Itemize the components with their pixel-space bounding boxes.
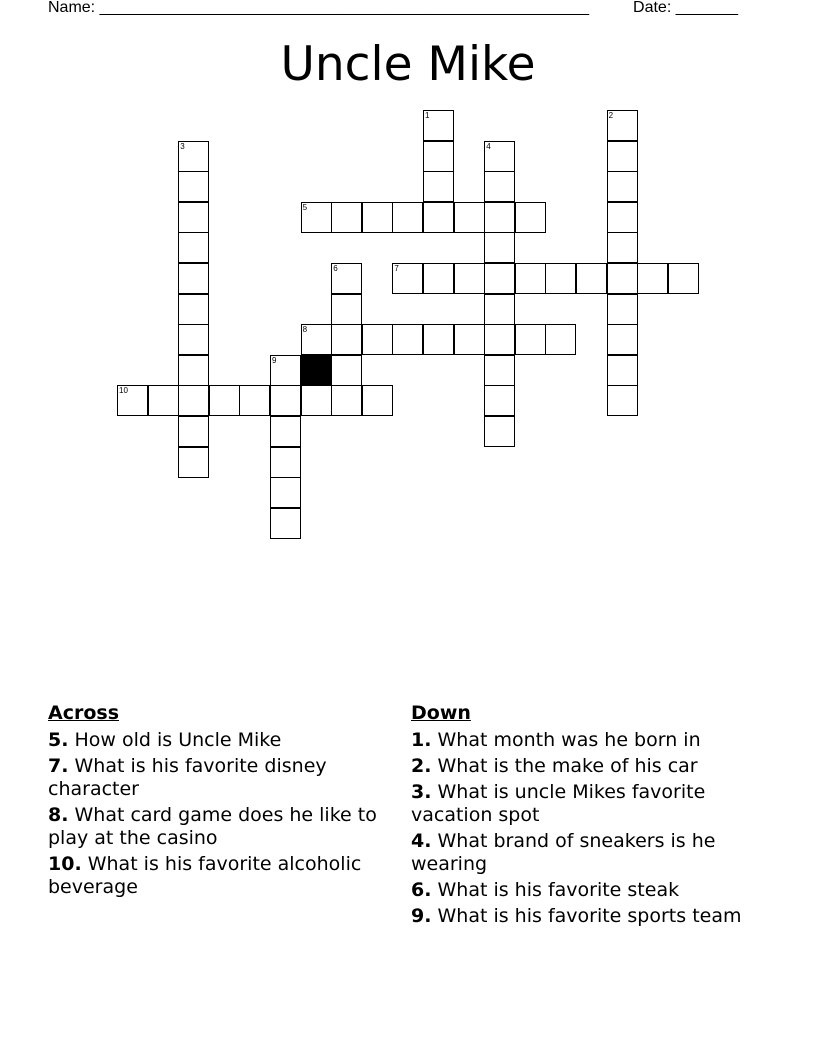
grid-cell[interactable]: [423, 141, 454, 172]
black-square: [301, 355, 332, 386]
grid-cell[interactable]: [270, 447, 301, 478]
grid-cell[interactable]: [607, 141, 638, 172]
clue-number-label: 10: [119, 386, 128, 396]
grid-cell[interactable]: [331, 385, 362, 416]
grid-cell[interactable]: [301, 324, 332, 355]
grid-cell[interactable]: [484, 171, 515, 202]
grid-cell[interactable]: [178, 141, 209, 172]
grid-cell[interactable]: [607, 355, 638, 386]
grid-cell[interactable]: [484, 324, 515, 355]
across-clue-5: 5. How old is Uncle Mike: [48, 729, 282, 751]
grid-cell[interactable]: [607, 202, 638, 233]
grid-cell[interactable]: [545, 263, 576, 294]
grid-cell[interactable]: [607, 324, 638, 355]
grid-cell[interactable]: [331, 355, 362, 386]
grid-cell[interactable]: [515, 324, 546, 355]
grid-cell[interactable]: [484, 416, 515, 447]
grid-cell[interactable]: [484, 202, 515, 233]
grid-cell[interactable]: [454, 324, 485, 355]
name-field[interactable]: Name: _______________________________________________________: [48, 0, 589, 16]
clue-number-label: 7: [394, 264, 399, 273]
down-clue-3: 3. What is uncle Mikes favorite vacation spot: [411, 781, 706, 826]
grid-cell[interactable]: [515, 263, 546, 294]
grid-cell[interactable]: [607, 171, 638, 202]
page-title: Uncle Mike: [280, 37, 536, 92]
grid-cell[interactable]: [423, 171, 454, 202]
date-field[interactable]: Date: _______: [633, 0, 738, 16]
grid-cell[interactable]: [178, 355, 209, 386]
across-clue-10: 10. What is his favorite alcoholic beverage: [48, 853, 362, 898]
across-heading: Across: [48, 702, 120, 724]
grid-cell[interactable]: [607, 294, 638, 325]
down-clue-1: 1. What month was he born in: [411, 729, 701, 751]
grid-cell[interactable]: [178, 232, 209, 263]
clue-number-label: 5: [302, 202, 308, 212]
grid-cell[interactable]: [484, 232, 515, 263]
down-clue-2: 2. What is the make of his car: [411, 755, 698, 777]
grid-cell[interactable]: [331, 324, 362, 355]
grid-cell[interactable]: [423, 324, 454, 355]
grid-cell[interactable]: [392, 324, 423, 355]
grid-cell[interactable]: [178, 263, 209, 294]
grid-cell[interactable]: [423, 110, 454, 141]
grid-cell[interactable]: [148, 385, 179, 416]
grid-cell[interactable]: [331, 263, 362, 294]
grid-cell[interactable]: [668, 263, 699, 294]
grid-cell[interactable]: [484, 294, 515, 325]
grid-cell[interactable]: [270, 508, 301, 539]
down-clue-9: 9. What is his favorite sports team: [411, 905, 742, 927]
down-heading: Down: [411, 702, 471, 724]
grid-cell[interactable]: [576, 263, 607, 294]
grid-cell[interactable]: [239, 385, 270, 416]
clue-number-label: 3: [180, 141, 185, 151]
grid-cell[interactable]: [362, 202, 393, 233]
grid-cell[interactable]: [209, 385, 240, 416]
grid-cell[interactable]: [454, 263, 485, 294]
grid-cell[interactable]: [301, 202, 332, 233]
grid-cell[interactable]: [454, 202, 485, 233]
grid-cell[interactable]: [607, 385, 638, 416]
grid-cell[interactable]: [270, 385, 301, 416]
grid-cell[interactable]: [484, 263, 515, 294]
grid-cell[interactable]: [270, 477, 301, 508]
grid-cell[interactable]: [607, 110, 638, 141]
down-clue-4: 4. What brand of sneakers is he wearing: [411, 830, 716, 875]
clue-number-label: 8: [302, 325, 308, 335]
down-clue-6: 6. What is his favorite steak: [411, 879, 680, 901]
grid-cell[interactable]: [637, 263, 668, 294]
grid-cell[interactable]: [178, 416, 209, 447]
clue-number-label: 2: [608, 111, 614, 120]
grid-cell[interactable]: [607, 263, 638, 294]
grid-cell[interactable]: [392, 263, 423, 294]
grid-cell[interactable]: [484, 355, 515, 386]
grid-cell[interactable]: [178, 385, 209, 416]
grid-cell[interactable]: [178, 324, 209, 355]
grid-cell[interactable]: [178, 171, 209, 202]
grid-cell[interactable]: [515, 202, 546, 233]
grid-cell[interactable]: [270, 355, 301, 386]
grid-cell[interactable]: [117, 385, 148, 416]
across-clues: [48, 702, 398, 902]
clue-number-label: 9: [272, 355, 277, 365]
grid-cell[interactable]: [178, 202, 209, 233]
across-clue-8: 8. What card game does he like to play at the casino: [48, 804, 377, 849]
grid-cell[interactable]: [270, 416, 301, 447]
down-clues: [411, 702, 751, 931]
grid-cell[interactable]: [423, 202, 454, 233]
grid-cell[interactable]: [484, 385, 515, 416]
grid-cell[interactable]: [423, 263, 454, 294]
grid-cell[interactable]: [178, 447, 209, 478]
clue-number-label: 6: [333, 264, 338, 273]
grid-cell[interactable]: [331, 294, 362, 325]
grid-cell[interactable]: [607, 232, 638, 263]
grid-cell[interactable]: [392, 202, 423, 233]
grid-cell[interactable]: [178, 294, 209, 325]
grid-cell[interactable]: [545, 324, 576, 355]
grid-cell[interactable]: [484, 141, 515, 172]
grid-cell[interactable]: [362, 385, 393, 416]
across-clue-7: 7. What is his favorite disney character: [48, 755, 327, 800]
grid-cell[interactable]: [301, 385, 332, 416]
clue-number-label: 1: [425, 111, 430, 120]
grid-cell[interactable]: [331, 202, 362, 233]
grid-cell[interactable]: [362, 324, 393, 355]
clue-number-label: 4: [486, 141, 491, 151]
